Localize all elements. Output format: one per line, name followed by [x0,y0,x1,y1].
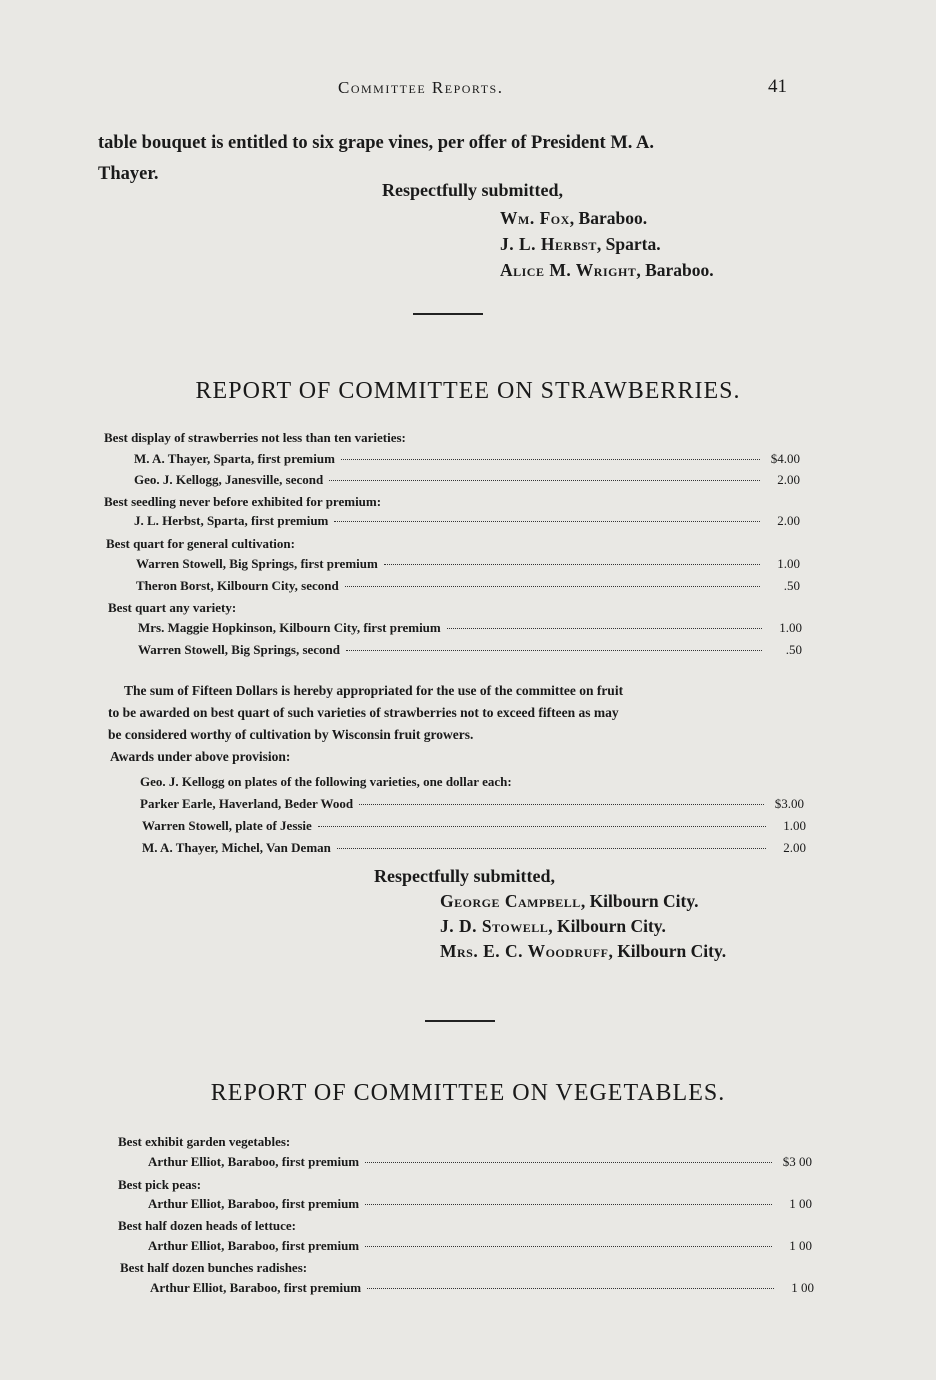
category-label: Best exhibit garden vegetables: [118,1134,291,1149]
awardee: J. L. Herbst, Sparta, first premium [134,513,329,528]
section-divider [413,313,483,315]
awardee: Theron Borst, Kilbourn City, second [136,578,339,593]
awardee: Warren Stowell, Big Springs, second [138,642,341,657]
signature-block [374,866,555,887]
leader-dots [447,628,762,629]
awardee: Arthur Elliot, Baraboo, first premium [148,1154,360,1169]
leader-dots [318,826,766,827]
category-label: Best half dozen heads of lettuce: [118,1218,297,1233]
signers [440,889,726,964]
amount: $3 00 [782,1154,812,1169]
amount: 2.00 [777,513,800,528]
leader-dots [329,480,760,481]
leader-dots [334,521,760,522]
award-entry [138,642,802,658]
category-label: Best pick peas: [118,1177,202,1192]
page-number: 41 [768,76,787,97]
awardee: Arthur Elliot, Baraboo, first premium [148,1196,360,1211]
amount: .50 [785,642,802,657]
amount: 1 00 [791,1280,814,1295]
signer-name: Alice M. Wright [500,260,637,280]
running-title: Committee Reports. [338,78,504,97]
category-label: Best quart any variety: [108,600,237,615]
category-label: Best display of strawberries not less than ten varieties: [104,430,406,445]
leader-dots [365,1204,772,1205]
leader-dots [345,586,760,587]
awardee: Warren Stowell, plate of Jessie [142,818,312,833]
signer [440,889,726,914]
award-entry [140,796,804,812]
awardee: Mrs. Maggie Hopkinson, Kilbourn City, first premium [138,620,441,635]
awardee: Warren Stowell, Big Springs, first premium [136,556,378,571]
amount: $4.00 [770,451,800,466]
awardee: M. A. Thayer, Sparta, first premium [134,451,335,466]
leader-dots [346,650,762,651]
signer-name: J. L. Herbst [500,234,597,254]
awards-intro: Geo. J. Kellogg on plates of the following varieties, one dollar each: [140,774,512,789]
signers [500,205,714,283]
closing: Respectfully submitted, [382,180,563,200]
signer [500,231,714,257]
amount: 1.00 [779,620,802,635]
award-entry [150,1280,814,1296]
award-entry [136,556,800,572]
award-entry [136,578,800,594]
section-divider [425,1020,495,1022]
signer-place: , Kilbourn City. [608,941,727,961]
signer-name: J. D. Stowell [440,916,549,936]
awardee: M. A. Thayer, Michel, Van Deman [142,840,331,855]
signer-place: , Baraboo. [569,208,648,228]
signer-place: , Sparta. [596,234,661,254]
category-label: Best half dozen bunches radishes: [120,1260,308,1275]
awards-label: Awards under above provision: [110,749,291,764]
amount: $3.00 [774,796,804,811]
closing: Respectfully submitted, [374,866,555,886]
award-entry [134,472,800,488]
leader-dots [365,1246,772,1247]
awardee: Arthur Elliot, Baraboo, first premium [148,1238,360,1253]
award-entry [138,620,802,636]
awardee: Parker Earle, Haverland, Beder Wood [140,796,354,811]
amount: 1.00 [777,556,800,571]
signer-place: , Kilbourn City. [548,916,666,936]
intro-line: table bouquet is entitled to six grape vines, per offer of President M. A. [98,133,654,153]
leader-dots [367,1288,774,1289]
signer [440,914,726,939]
intro-line: Thayer. [98,164,159,184]
amount: 2.00 [777,472,800,487]
amount: .50 [783,578,800,593]
leader-dots [365,1162,772,1163]
running-header [0,76,936,100]
signer-place: , Kilbourn City. [580,891,699,911]
award-entry [134,513,800,529]
amount: 1 00 [789,1238,812,1253]
category-label: Best quart for general cultivation: [106,536,295,551]
award-entry [142,840,806,856]
signer-name: Wm. Fox [500,208,570,228]
amount: 1 00 [789,1196,812,1211]
award-entry [134,451,800,467]
awardee: Geo. J. Kellogg, Janesville, second [134,472,324,487]
leader-dots [337,848,766,849]
section-title-strawberries: REPORT OF COMMITTEE ON STRAWBERRIES. [195,378,741,404]
paragraph-line: to be awarded on best quart of such varieties of strawberries not to exceed fifteen as may [108,705,619,720]
signer-place: , Baraboo. [636,260,714,280]
signer [440,939,726,964]
paragraph-line: The sum of Fifteen Dollars is hereby appropriated for the use of the committee on fruit [124,683,624,698]
award-entry [142,818,806,834]
paragraph-line: be considered worthy of cultivation by Wisconsin fruit growers. [108,727,474,742]
appropriation-paragraph [108,680,808,768]
leader-dots [384,564,760,565]
amount: 1.00 [783,818,806,833]
awardee: Arthur Elliot, Baraboo, first premium [150,1280,362,1295]
leader-dots [341,459,760,460]
signature-block [382,180,563,201]
signer [500,205,714,231]
award-entry [148,1154,812,1170]
award-entry [148,1196,812,1212]
award-entry [148,1238,812,1254]
leader-dots [359,804,764,805]
section-title-vegetables: REPORT OF COMMITTEE ON VEGETABLES. [210,1080,726,1106]
signer-name: Mrs. E. C. Woodruff [440,941,609,961]
amount: 2.00 [783,840,806,855]
category-label: Best seedling never before exhibited for premium: [104,494,382,509]
signer-name: George Campbell [440,891,581,911]
signer [500,257,714,283]
